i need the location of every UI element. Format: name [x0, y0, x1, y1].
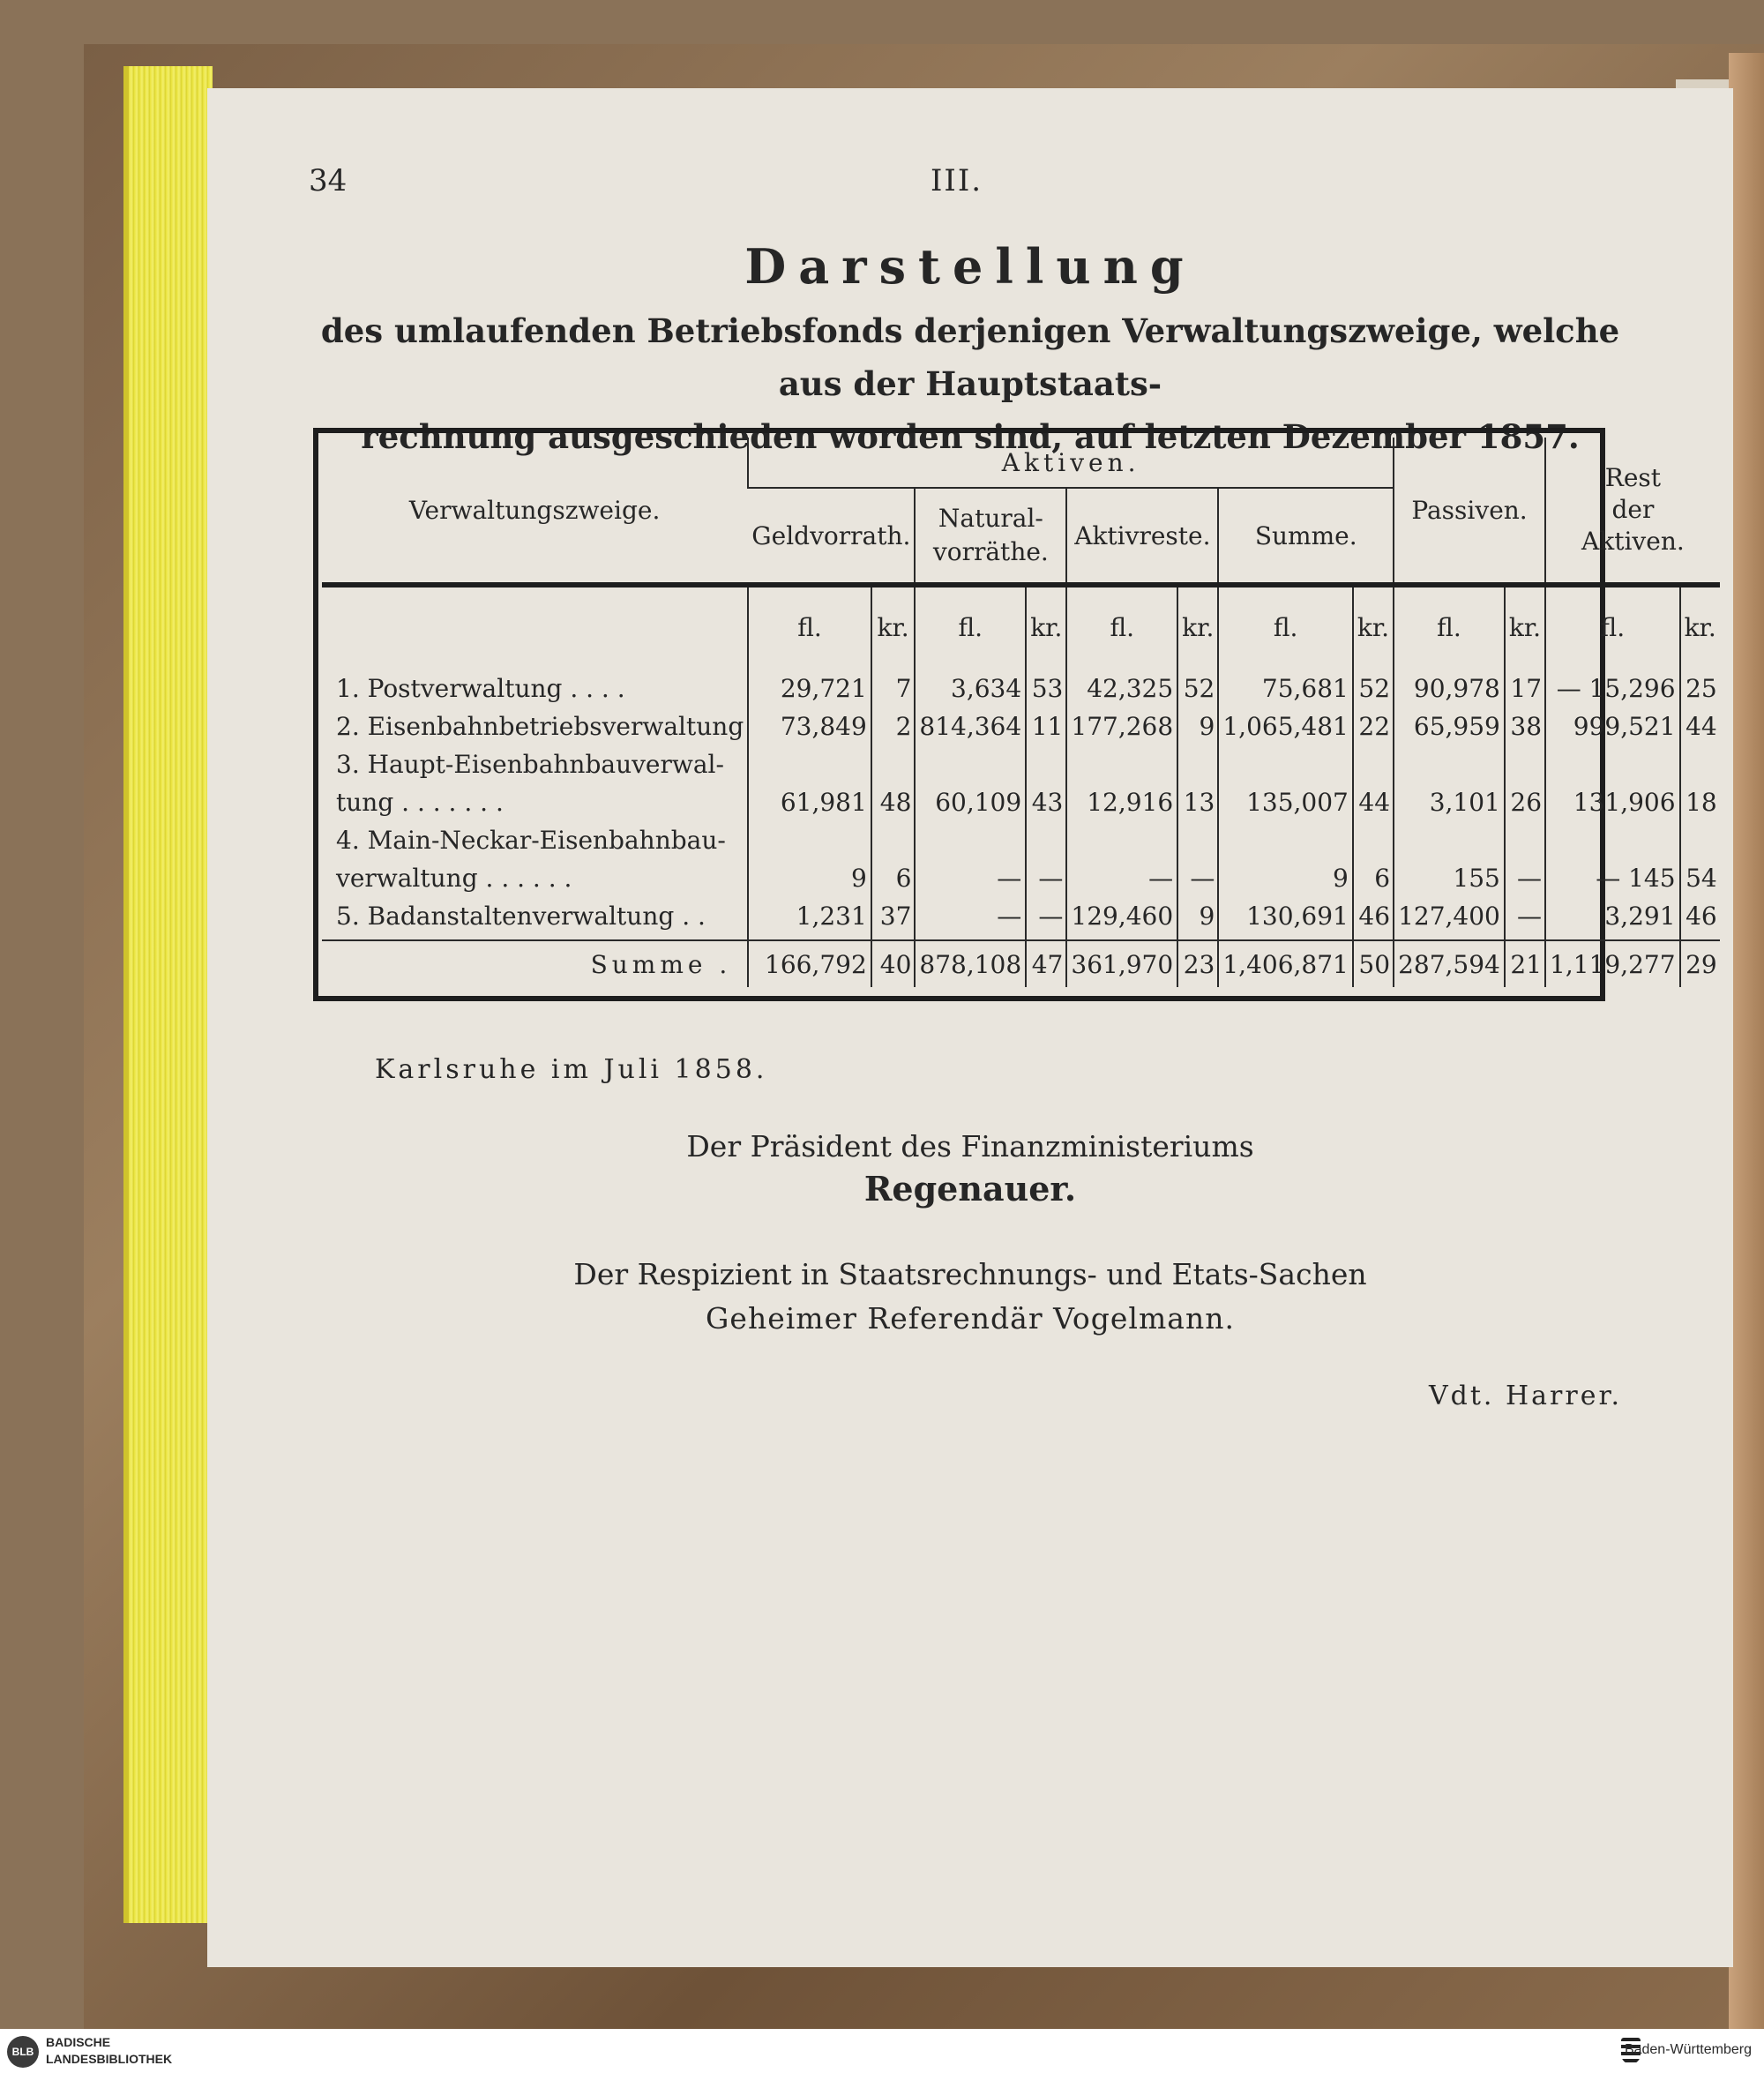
table-cell: — 15,296: [1545, 642, 1680, 703]
library-name[interactable]: [46, 2034, 172, 2068]
table-cell: [1026, 817, 1066, 855]
table-cell: 46: [1680, 893, 1720, 940]
table-row: [322, 779, 1720, 817]
total-cell: 1,119,277: [1545, 940, 1680, 987]
table-cell: 90,978: [1394, 642, 1505, 703]
table-cell: [1218, 817, 1353, 855]
table-row: [322, 817, 1720, 855]
page-number: 34: [309, 163, 348, 198]
subtitle-line: des umlaufenden Betriebsfonds derjenigen Verwaltungszweige, welche aus der Hauptstaats-: [320, 311, 1620, 403]
unit-kr: kr.: [1026, 585, 1066, 642]
table-cell: 52: [1353, 642, 1394, 703]
geldvorrath-header: Geldvorrath.: [748, 488, 915, 585]
unit-kr: kr.: [871, 585, 916, 642]
table-cell: 48: [871, 779, 916, 817]
table-cell: 44: [1353, 779, 1394, 817]
total-row: [322, 940, 1720, 987]
branches-header: Verwaltungszweige.: [322, 438, 748, 585]
table-cell: [1505, 817, 1545, 855]
table-cell: 3,634: [915, 642, 1026, 703]
table-cell: [1680, 741, 1720, 779]
table-cell: 9: [1177, 893, 1218, 940]
table-cell: 18: [1680, 779, 1720, 817]
table-cell: [915, 817, 1026, 855]
table-row: [322, 893, 1720, 940]
unit-kr: kr.: [1680, 585, 1720, 642]
table-cell: 25: [1680, 642, 1720, 703]
table-cell: 52: [1177, 642, 1218, 703]
subtitle-line: rechnung ausgeschieden worden sind, auf letzten Dezember 1857.: [361, 417, 1580, 456]
units-row: [322, 585, 1720, 642]
book-page: [207, 88, 1733, 1967]
table-cell: 60,109: [915, 779, 1026, 817]
table-cell: 9: [748, 855, 871, 893]
rest-header: Rest der Aktiven.: [1545, 438, 1720, 585]
table-row: [322, 642, 1720, 703]
branch-name: 4. Main-Neckar-Eisenbahnbau-: [336, 826, 726, 855]
table-cell: —: [1177, 855, 1218, 893]
aktiven-header: Aktiven.: [748, 438, 1394, 488]
unit-fl: fl.: [1545, 585, 1680, 642]
table-cell: 26: [1505, 779, 1545, 817]
table-cell: 129,460: [1066, 893, 1177, 940]
section-number: III.: [931, 163, 983, 198]
table-cell: [1218, 741, 1353, 779]
table-cell: 9: [1218, 855, 1353, 893]
table-cell: [748, 741, 871, 779]
referent-title: Der Respizient in Staatsrechnungs- und Etats-Sachen: [573, 1257, 1367, 1291]
table-cell: 43: [1026, 779, 1066, 817]
total-cell: 166,792: [748, 940, 871, 987]
table-cell: [1177, 817, 1218, 855]
unit-kr: kr.: [1177, 585, 1218, 642]
unit-fl: fl.: [1066, 585, 1177, 642]
table-cell: 65,959: [1394, 703, 1505, 741]
viewer-footer: [0, 2029, 1764, 2073]
table-cell: [871, 817, 916, 855]
state-label[interactable]: Baden-Württemberg: [1624, 2042, 1752, 2057]
president-name: Regenauer.: [863, 1169, 1077, 1209]
table-cell: 22: [1353, 703, 1394, 741]
branch-name: tung . . . . . . .: [336, 788, 504, 817]
table-cell: [1545, 741, 1680, 779]
referent-name: Geheimer Referendär Vogelmann.: [706, 1301, 1235, 1336]
branch-name: 3. Haupt-Eisenbahnbauverwal-: [336, 750, 724, 779]
table-cell: 75,681: [1218, 642, 1353, 703]
table-cell: 814,364: [915, 703, 1026, 741]
blb-logo-icon[interactable]: BLB: [7, 2036, 39, 2068]
table-cell: 999,521: [1545, 703, 1680, 741]
table-cell: [1026, 741, 1066, 779]
table-cell: [915, 741, 1026, 779]
table-cell: 42,325: [1066, 642, 1177, 703]
table-cell: —: [1066, 855, 1177, 893]
passiven-header: Passiven.: [1394, 438, 1545, 585]
branch-name: 5. Badanstaltenverwaltung . .: [336, 902, 706, 931]
table-cell: 44: [1680, 703, 1720, 741]
total-cell: 361,970: [1066, 940, 1177, 987]
table-cell: 12,916: [1066, 779, 1177, 817]
unit-fl: fl.: [1218, 585, 1353, 642]
table-cell: 155: [1394, 855, 1505, 893]
library-name-line: LANDESBIBLIOTHEK: [46, 2052, 173, 2066]
table-cell: 38: [1505, 703, 1545, 741]
summe-header: Summe.: [1218, 488, 1394, 585]
unit-kr: kr.: [1505, 585, 1545, 642]
table-cell: [1177, 741, 1218, 779]
table-cell: [1394, 741, 1505, 779]
table-cell: [1353, 741, 1394, 779]
table-cell: —: [915, 855, 1026, 893]
table-cell: [871, 741, 916, 779]
table-cell: [748, 817, 871, 855]
library-name-line: BADISCHE: [46, 2035, 111, 2049]
place-date: Karlsruhe im Juli 1858.: [375, 1054, 768, 1085]
page-title: Darstellung: [744, 238, 1196, 295]
total-cell: 40: [871, 940, 916, 987]
table-cell: 1,065,481: [1218, 703, 1353, 741]
table-cell: [1353, 817, 1394, 855]
table-cell: [1505, 741, 1545, 779]
total-cell: 1,406,871: [1218, 940, 1353, 987]
branch-name: 1. Postverwaltung . . . .: [336, 674, 625, 703]
table-cell: [1680, 817, 1720, 855]
table-body: [322, 642, 1720, 940]
table-cell: [1066, 817, 1177, 855]
table-cell: 6: [1353, 855, 1394, 893]
table-cell: —: [1026, 893, 1066, 940]
table-cell: 11: [1026, 703, 1066, 741]
table-cell: [1394, 817, 1505, 855]
table-cell: —: [915, 893, 1026, 940]
table-cell: 6: [871, 855, 916, 893]
table-cell: 135,007: [1218, 779, 1353, 817]
table-cell: 29,721: [748, 642, 871, 703]
branch-name: verwaltung . . . . . .: [336, 864, 572, 893]
fund-table: [322, 438, 1720, 987]
table-cell: —: [1505, 893, 1545, 940]
table-cell: [1545, 817, 1680, 855]
header-row-top: [322, 438, 1720, 488]
total-cell: 50: [1353, 940, 1394, 987]
book-edge-right: [1729, 53, 1764, 2029]
vidit-signature: Vdt. Harrer.: [1429, 1381, 1623, 1411]
table-cell: 1,231: [748, 893, 871, 940]
table-cell: — 145: [1545, 855, 1680, 893]
table-cell: 54: [1680, 855, 1720, 893]
table-row: [322, 855, 1720, 893]
unit-fl: fl.: [1394, 585, 1505, 642]
page-edges: [123, 66, 213, 1923]
table-cell: 2: [871, 703, 916, 741]
table-cell: —: [1026, 855, 1066, 893]
table-row: [322, 703, 1720, 741]
total-cell: 878,108: [915, 940, 1026, 987]
total-cell: 23: [1177, 940, 1218, 987]
table-row: [322, 741, 1720, 779]
aktivreste-header: Aktivreste.: [1066, 488, 1218, 585]
table-cell: 53: [1026, 642, 1066, 703]
total-label: Summe .: [322, 940, 748, 987]
table-cell: 17: [1505, 642, 1545, 703]
table-cell: [1066, 741, 1177, 779]
naturalvorraethe-header: Natural- vorräthe.: [915, 488, 1066, 585]
table-cell: 127,400: [1394, 893, 1505, 940]
total-cell: 47: [1026, 940, 1066, 987]
table-cell: 131,906: [1545, 779, 1680, 817]
units-spacer: [322, 585, 748, 642]
table-cell: 13: [1177, 779, 1218, 817]
total-cell: 287,594: [1394, 940, 1505, 987]
table-cell: 37: [871, 893, 916, 940]
table-cell: 177,268: [1066, 703, 1177, 741]
president-title: Der Präsident des Finanzministeriums: [686, 1129, 1254, 1164]
table-cell: 7: [871, 642, 916, 703]
table-cell: 46: [1353, 893, 1394, 940]
total-cell: 21: [1505, 940, 1545, 987]
table-cell: 9: [1177, 703, 1218, 741]
table-cell: 130,691: [1218, 893, 1353, 940]
table-cell: —: [1505, 855, 1545, 893]
branch-name: 2. Eisenbahnbetriebsverwaltung: [336, 712, 744, 741]
table-cell: 73,849: [748, 703, 871, 741]
unit-fl: fl.: [748, 585, 871, 642]
table-cell: 61,981: [748, 779, 871, 817]
total-cell: 29: [1680, 940, 1720, 987]
unit-kr: kr.: [1353, 585, 1394, 642]
unit-fl: fl.: [915, 585, 1026, 642]
table-cell: 3,101: [1394, 779, 1505, 817]
table-cell: 3,291: [1545, 893, 1680, 940]
